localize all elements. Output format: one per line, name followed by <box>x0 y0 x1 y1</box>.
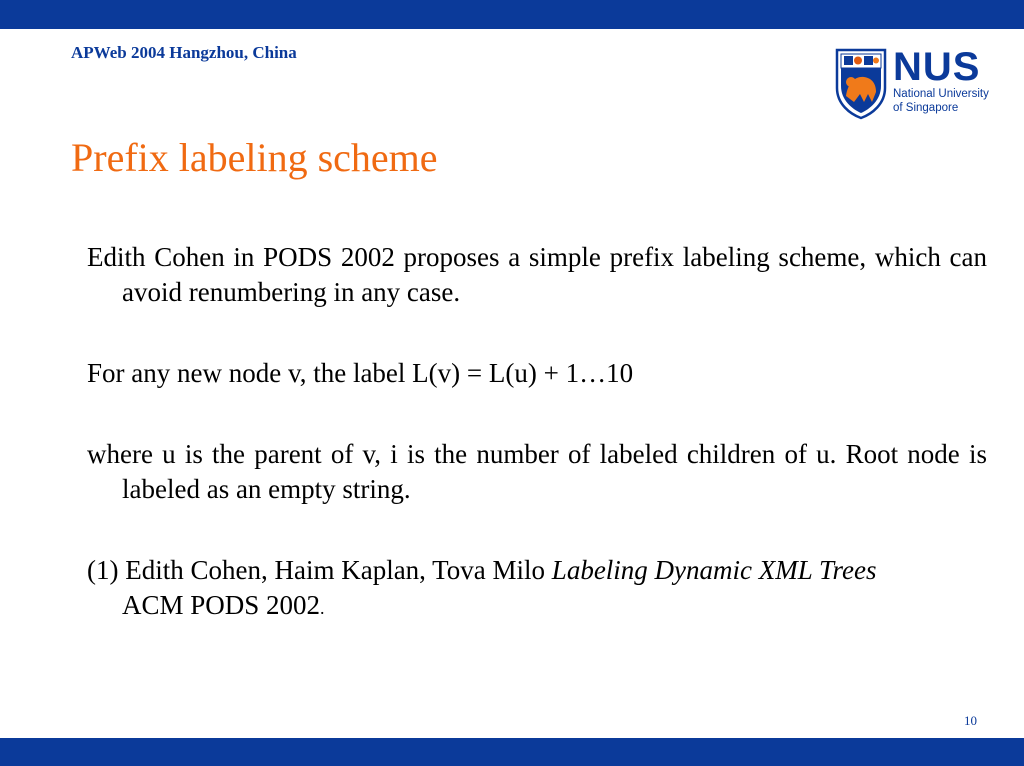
conference-label: APWeb 2004 Hangzhou, China <box>71 43 297 62</box>
reference-paper-title: Labeling Dynamic XML Trees <box>551 555 877 585</box>
nus-subtitle-line1: National University <box>893 88 989 100</box>
slide-body <box>87 240 987 672</box>
reference-period: . <box>320 598 325 618</box>
slide-title: Prefix labeling scheme <box>71 135 438 180</box>
nus-acronym: NUS <box>893 45 981 89</box>
paragraph-definitions: where u is the parent of v, i is the number of labeled children of u. Root node is labeled as an empty string. <box>87 439 987 504</box>
nus-subtitle-line2: of Singapore <box>893 102 959 114</box>
nus-wordmark <box>893 47 989 115</box>
reference-citation <box>87 553 987 626</box>
paragraph-cohen-proposal: Edith Cohen in PODS 2002 proposes a simple prefix labeling scheme, which can avoid renumbering in any case. <box>87 242 987 307</box>
top-band <box>0 0 1024 29</box>
reference-venue: ACM PODS 2002 <box>122 590 321 620</box>
reference-authors: (1) Edith Cohen, Haim Kaplan, Tova Milo <box>87 555 552 585</box>
bottom-band <box>0 738 1024 766</box>
paragraph-label-formula: For any new node v, the label L(v) = L(u) + 1…10 <box>87 358 634 388</box>
page-number: 10 <box>964 713 977 728</box>
